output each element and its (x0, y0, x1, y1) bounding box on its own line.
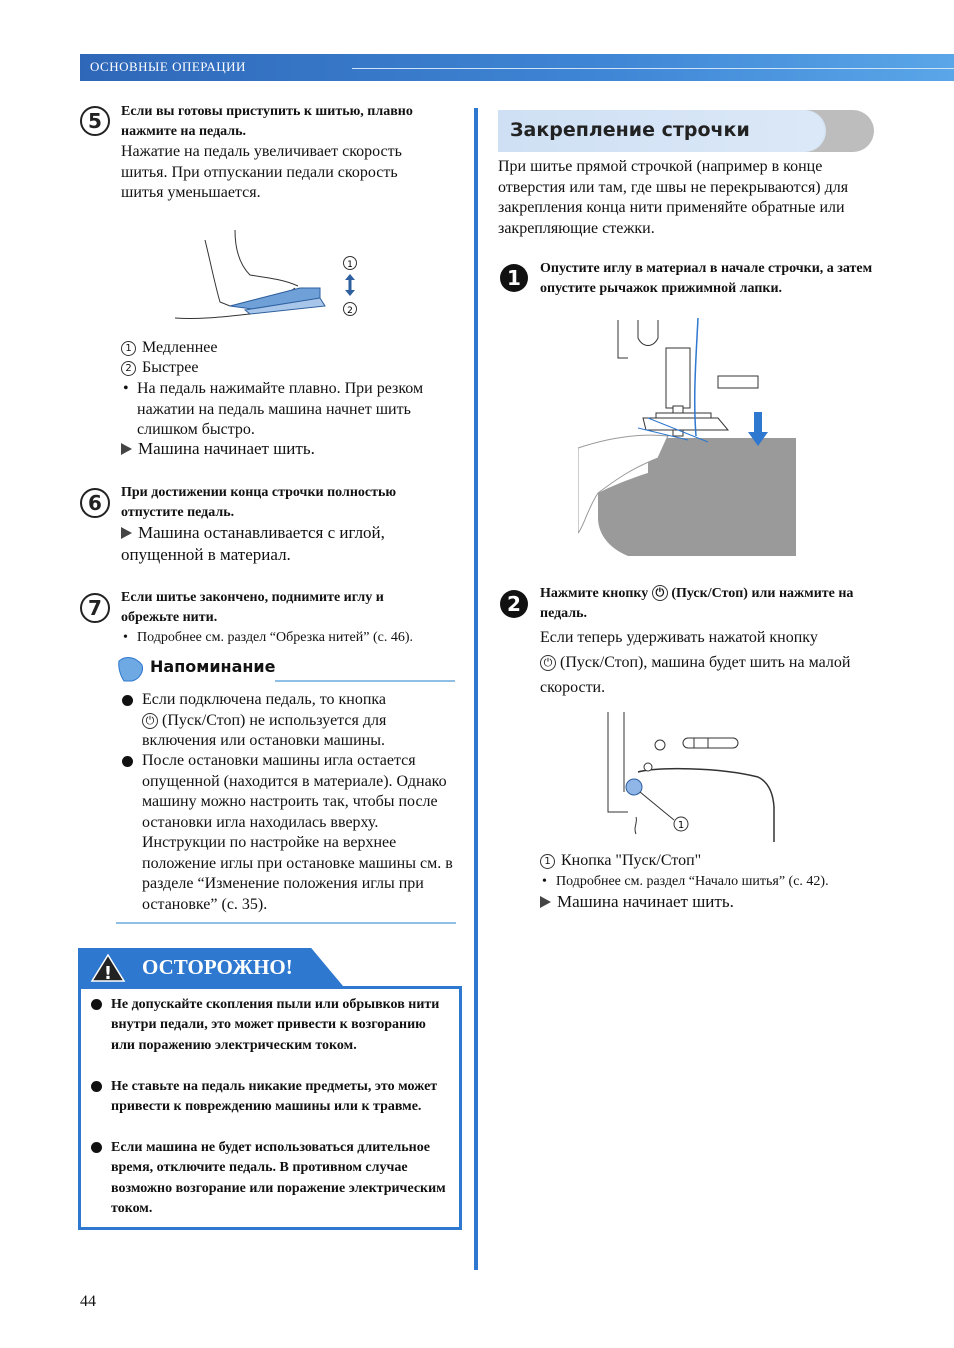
note-title: Напоминание (150, 657, 276, 676)
legend-number: 2 (121, 361, 136, 376)
note-item-1 (142, 690, 462, 752)
legend-item (121, 358, 198, 379)
section-header: ОСНОВНЫЕ ОПЕРАЦИИ (90, 59, 246, 74)
legend-label: Быстрее (142, 359, 199, 376)
step-2-body-part: (Пуск/Стоп), машина будет шить на малой скорости. (540, 654, 851, 696)
bullet-dot-small: • (542, 874, 547, 889)
result-arrow-icon (121, 443, 132, 455)
step-2-title (540, 584, 875, 624)
step-5-result (121, 438, 315, 460)
step-2-title-part: (Пуск/Стоп) или нажмите на педаль. (540, 586, 854, 621)
start-stop-icon: ⏻ (652, 585, 668, 601)
section-title: Закрепление строчки (510, 119, 750, 141)
step-6-title: При достижении конца строчки полностью отпустите педаль. (121, 485, 397, 520)
svg-text:2: 2 (347, 306, 353, 316)
step-5-body: Нажатие на педаль увеличивает скорость шитья. При отпускании педали скорость шитья уменьшается. (121, 143, 402, 201)
step-1-title: Опустите иглу в материал в начале строчки, а затем опустите рычажок прижимной лапки. (540, 261, 873, 296)
start-stop-button-illustration (598, 712, 778, 844)
step-2-body (540, 625, 870, 700)
bullet-dot-small: • (123, 630, 128, 645)
legend-label: Медленнее (142, 339, 218, 356)
step-2-body-part: Если теперь удерживать нажатой кнопку (540, 629, 818, 646)
caution-item: Не допускайте скопления пыли или обрывков нити внутри педали, это может привести к возгоранию или поражению электрическим током. (111, 997, 440, 1053)
legend-number: 1 (121, 341, 136, 356)
result-text: Машина начинает шить. (557, 892, 734, 911)
step-5-number: 5 (80, 106, 110, 136)
svg-text:1: 1 (677, 820, 685, 831)
step-6-result (121, 522, 441, 566)
note-icon (116, 655, 146, 683)
caution-title: ОСТОРОЖНО! (142, 955, 293, 979)
page-number: 44 (80, 1293, 96, 1310)
note-title-underline (275, 680, 455, 682)
result-arrow-icon (540, 896, 551, 908)
step-7-ref: Подробнее см. раздел “Обрезка нитей” (с. 46). (137, 630, 413, 645)
bullet-dot-small: • (123, 380, 129, 397)
presser-foot-illustration (578, 318, 796, 556)
step-2-title-part: Нажмите кнопку (540, 586, 649, 601)
note-item-2: После остановки машины игла остается опущенной (находится в материале). Однако машину можно настроить так, чтобы после остановки игла находилась вверху. Инструкции по настройке на верхнее положение иглы при остановке машины см. в разделе “Изменение положения иглы при остановке” (с. 35). (142, 752, 453, 913)
step-7-title: Если шитье закончено, поднимите иглу и обрежьте нити. (121, 590, 384, 625)
bullet-dot (91, 999, 102, 1010)
result-text: Машина начинает шить. (138, 439, 315, 458)
svg-text:1: 1 (347, 260, 353, 270)
warning-icon (90, 953, 126, 983)
start-stop-icon: ⏻ (142, 713, 158, 729)
step-2-result (540, 891, 734, 913)
step-6-number: 6 (80, 488, 110, 518)
bullet-dot (122, 695, 133, 706)
legend-label: Кнопка "Пуск/Стоп" (561, 852, 702, 869)
step-1-number: 1 (500, 264, 528, 292)
step-2-ref: Подробнее см. раздел “Начало шитья” (с. 42). (556, 874, 829, 889)
foot-pedal-illustration (170, 230, 370, 330)
section-intro: При шитье прямой строчкой (например в конце отверстия или там, где швы не перекрываются) для закрепления конца нити применяйте обратные или закрепляющие стежки. (498, 158, 849, 237)
header-bar (80, 54, 954, 81)
column-divider (474, 108, 478, 1270)
result-text: Машина останавливается с иглой, опущенной в материал. (121, 523, 385, 564)
legend-item (540, 851, 701, 872)
header-divider (352, 68, 954, 69)
caution-item: Если машина не будет использоваться длительное время, отключите педаль. В противном случае возможно возгорание или поражение электрическим током. (111, 1140, 446, 1216)
bullet-dot (122, 756, 133, 767)
caution-item: Не ставьте на педаль никакие предметы, это может привести к повреждению машины или к травме. (111, 1079, 438, 1115)
bullet-dot (91, 1142, 102, 1153)
result-arrow-icon (121, 527, 132, 539)
step-7-number: 7 (80, 593, 110, 623)
step-5-bullet: На педаль нажимайте плавно. При резком нажатии на педаль машина начнет шить слишком быстро. (137, 380, 424, 438)
legend-number: 1 (540, 854, 555, 869)
section-title-banner (498, 110, 874, 152)
bullet-dot (91, 1081, 102, 1092)
note-bottom-rule (116, 922, 456, 924)
step-2-number: 2 (500, 590, 528, 618)
start-stop-icon: ⏻ (540, 655, 556, 671)
note-text: Если подключена педаль, то кнопка (142, 691, 387, 708)
step-5-title: Если вы готовы приступить к шитью, плавно нажмите на педаль. (121, 104, 413, 139)
legend-item (121, 338, 217, 359)
svg-text:!: ! (103, 963, 113, 983)
note-text: (Пуск/Стоп) не используется для включения или остановки машины. (142, 711, 387, 749)
